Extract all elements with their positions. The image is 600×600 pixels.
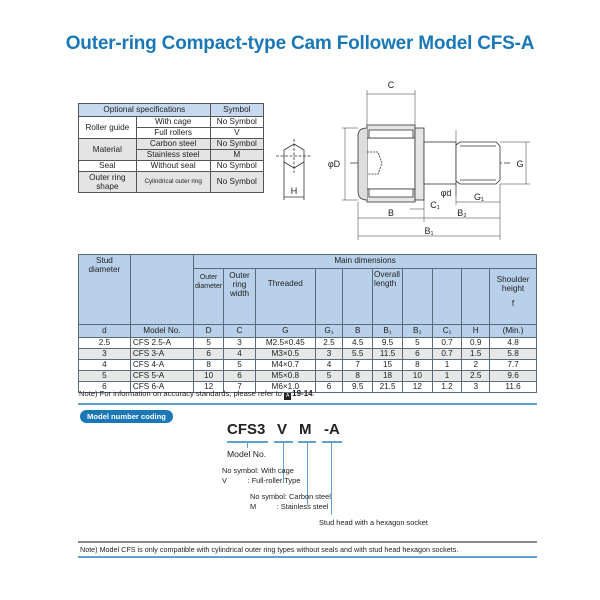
symbol-C1: C₁ [432, 325, 462, 338]
cell: 2.5 [79, 338, 131, 349]
cell: 9.5 [373, 338, 403, 349]
reference-icon: A [285, 393, 290, 399]
dim-label-c1: C₁ [430, 200, 440, 210]
compatibility-note: Note) Model CFS is only compatible with cylindrical outer ring types without seals and with stud head hexagon sockets. [80, 545, 459, 554]
header-h-blank [462, 269, 490, 325]
cell: 5.5 [343, 349, 373, 360]
cell: M4×0.7 [255, 360, 315, 371]
material-option-1: No symbol: Carbon steel [250, 492, 331, 501]
cell: 18 [373, 371, 403, 382]
cell: 4 [224, 349, 256, 360]
accuracy-note [79, 389, 315, 400]
header-model-blank [130, 255, 193, 325]
header-b-blank [343, 269, 373, 325]
symbol-B2: B₂ [403, 325, 433, 338]
symbol-value: No Symbol [210, 117, 263, 128]
material-option-2: M : Stainless steel [250, 502, 329, 511]
divider [78, 403, 537, 405]
cell-model: CFS 6-A [130, 382, 193, 393]
symbol-B: B [343, 325, 373, 338]
page-title: Outer-ring Compact-type Cam Follower Model CFS-A [65, 33, 535, 54]
cell: 8 [403, 360, 433, 371]
cell: 21.5 [373, 382, 403, 393]
cell: 0.7 [432, 349, 462, 360]
cell: 5 [224, 360, 256, 371]
cell-model: CFS 4-A [130, 360, 193, 371]
cell: 2.5 [462, 371, 490, 382]
cell: 9.5 [343, 382, 373, 393]
header-main-dimensions: Main dimensions [194, 255, 537, 269]
cell: M5×0.8 [255, 371, 315, 382]
option-label: Full rollers [136, 128, 210, 139]
cell: 6 [403, 349, 433, 360]
group-label-line2: shape [96, 182, 119, 191]
cell: 5 [403, 338, 433, 349]
code-part-model: CFS3 [227, 421, 266, 438]
cell: 10 [194, 371, 224, 382]
cell: 11.6 [490, 382, 537, 393]
cell-model: CFS 5-A [130, 371, 193, 382]
model-no-label: Model No. [227, 449, 267, 459]
cell: 5 [315, 371, 343, 382]
group-outer-ring-shape [79, 172, 137, 193]
model-number-coding-badge: Model number coding [80, 410, 173, 423]
cell: 0.9 [462, 338, 490, 349]
header-ol-label: Overall length [374, 270, 400, 288]
cell: 5 [194, 338, 224, 349]
option-label: Carbon steel [136, 139, 210, 150]
cell: 1 [432, 360, 462, 371]
underline [322, 441, 342, 443]
header-shoulder-height [490, 269, 537, 325]
cell: 6 [315, 382, 343, 393]
header-outer-ring-width [224, 269, 256, 325]
stud-head-label: Stud head with a hexagon socket [319, 518, 428, 527]
dim-label-b: B [387, 208, 395, 218]
cell: 1.2 [432, 382, 462, 393]
cell: M6×1.0 [255, 382, 315, 393]
group-material: Material [79, 139, 137, 161]
header-overall-length [373, 269, 403, 325]
table-row [79, 371, 537, 382]
cell: 6 [224, 371, 256, 382]
cell: 5 [79, 371, 131, 382]
symbol-min: (Min.) [490, 325, 537, 338]
note-text: Note) For information on accuracy standards, please refer to [79, 389, 285, 398]
symbol-D: D [194, 325, 224, 338]
main-dimensions-table [78, 254, 537, 393]
code-part-stud: -A [324, 421, 340, 438]
group-seal: Seal [79, 161, 137, 172]
cell: 5.8 [490, 349, 537, 360]
cell: 3 [224, 338, 256, 349]
option-label: Cylindrical outer ring [136, 172, 210, 193]
cell: 3 [462, 382, 490, 393]
option-label: Without seal [136, 161, 210, 172]
header-optional-specifications: Optional specifications [79, 104, 211, 117]
symbol-value: M [210, 150, 263, 161]
dim-label-g1: G₁ [473, 192, 485, 202]
cell: M2.5×0.45 [255, 338, 315, 349]
cell: 10 [403, 371, 433, 382]
cell-model: CFS 2.5-A [130, 338, 193, 349]
divider [78, 556, 537, 558]
cell: 4 [315, 360, 343, 371]
cell: 6 [194, 349, 224, 360]
header-stud-label: Stud diameter [88, 256, 121, 274]
cell: 11.5 [373, 349, 403, 360]
group-roller-guide: Roller guide [79, 117, 137, 139]
symbol-d: d [79, 325, 131, 338]
cell: 7 [343, 360, 373, 371]
cell: 8 [343, 371, 373, 382]
header-c1-blank [432, 269, 462, 325]
cell: 3 [79, 349, 131, 360]
dim-label-h: H [290, 186, 298, 196]
cell-model: CFS 3-A [130, 349, 193, 360]
table-row [79, 360, 537, 371]
dim-label-d: φd [440, 188, 452, 198]
cell: 12 [403, 382, 433, 393]
cell: 2.5 [315, 338, 343, 349]
dim-label-G: G [516, 159, 524, 169]
symbol-value: No Symbol [210, 161, 263, 172]
code-part-roller: V [277, 421, 288, 438]
cam-follower-drawing [270, 70, 535, 242]
header-threaded: Threaded [255, 269, 315, 325]
header-sh-label: Shoulder height [496, 275, 530, 293]
symbol-C: C [224, 325, 256, 338]
cell: 12 [194, 382, 224, 393]
table-row [79, 349, 537, 360]
note-end: . [312, 389, 315, 398]
header-b2-blank [403, 269, 433, 325]
symbol-value: No Symbol [210, 139, 263, 150]
header-orw-label: Outer ring width [229, 271, 250, 298]
cell: 1 [432, 371, 462, 382]
header-f-label: f [511, 299, 515, 308]
roller-option-1: No symbol: With cage [222, 466, 294, 475]
symbol-H: H [462, 325, 490, 338]
cell: 7 [224, 382, 256, 393]
divider [78, 541, 537, 543]
cell: 4 [79, 360, 131, 371]
code-part-material: M [299, 421, 312, 438]
cell: 7.7 [490, 360, 537, 371]
cell: 8 [194, 360, 224, 371]
cell: 4.8 [490, 338, 537, 349]
cell: 1.5 [462, 349, 490, 360]
cell: 3 [315, 349, 343, 360]
header-stud-diameter [79, 255, 131, 325]
roller-option-2: V : Full-roller Type [222, 476, 301, 485]
symbol-model-no: Model No. [130, 325, 193, 338]
cell: 9.6 [490, 371, 537, 382]
cell: M3×0.5 [255, 349, 315, 360]
cell: 6 [79, 382, 131, 393]
cell: 4.5 [343, 338, 373, 349]
optional-specifications-table [78, 103, 264, 193]
dim-label-D: φD [327, 159, 341, 169]
connector [247, 443, 248, 448]
dim-label-c: C [387, 80, 395, 90]
table-row [79, 338, 537, 349]
cell: 0.7 [432, 338, 462, 349]
option-label: Stainless steel [136, 150, 210, 161]
header-g1-blank [315, 269, 343, 325]
connector [331, 443, 332, 515]
symbol-value: No Symbol [210, 172, 263, 193]
symbol-G1: G₁ [315, 325, 343, 338]
group-label-line1: Outer ring [89, 173, 126, 182]
symbol-G: G [255, 325, 315, 338]
symbol-B1: B₁ [373, 325, 403, 338]
reference-link[interactable]: 19-14 [292, 389, 313, 398]
symbol-value: V [210, 128, 263, 139]
cell: 15 [373, 360, 403, 371]
cell: 2 [462, 360, 490, 371]
header-symbol: Symbol [210, 104, 263, 117]
header-outer-diameter: Outer diameter [194, 269, 224, 325]
option-label: With cage [136, 117, 210, 128]
dim-label-b1: B₁ [424, 226, 434, 236]
dim-label-b2: B₂ [457, 208, 467, 218]
